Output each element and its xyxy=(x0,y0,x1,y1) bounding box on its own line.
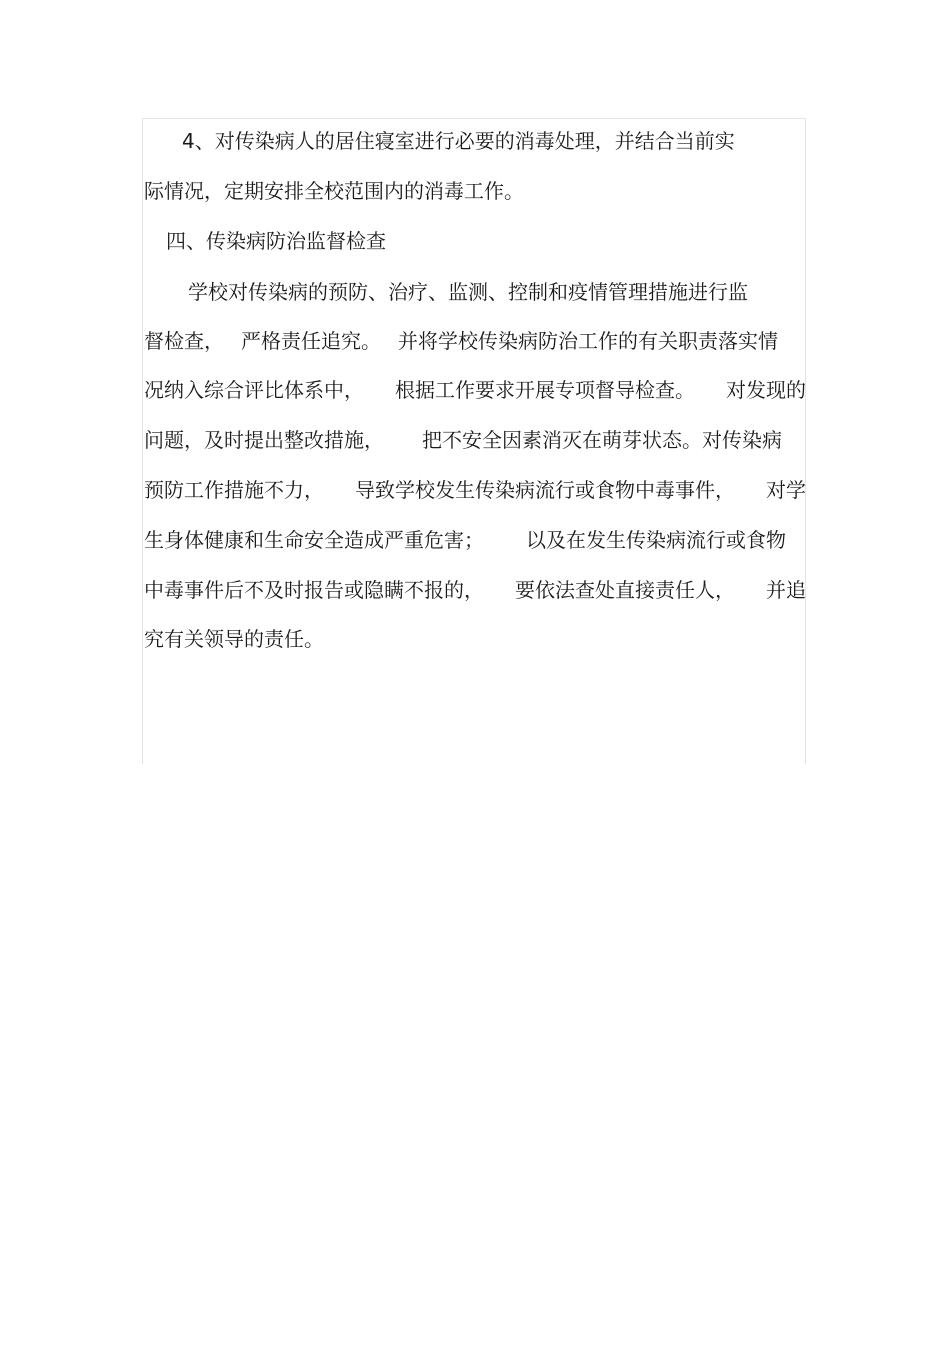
paragraph-line7 xyxy=(144,575,806,605)
paragraph-line8 xyxy=(144,624,806,654)
paragraph-line1 xyxy=(144,277,806,307)
heading-text: 四、传染病防治监督检查 xyxy=(166,229,386,253)
text-segment: 以及在发生传染病流行或食物 xyxy=(526,528,786,552)
text-segment: 要依法查处直接责任人， xyxy=(515,578,735,602)
text-segment: 把不安全因素消灭在萌芽状态。对传染病 xyxy=(422,428,782,452)
paragraph-line6 xyxy=(144,525,786,555)
paragraph-line3 xyxy=(144,375,806,405)
paragraph-line5 xyxy=(144,475,806,505)
text-segment: 督检查， xyxy=(144,329,224,353)
text-segment: 中毒事件后不及时报告或隐瞒不报的， xyxy=(144,578,484,602)
text-segment: 况纳入综合评比体系中， xyxy=(144,378,364,402)
paragraph-line2 xyxy=(144,326,778,356)
text-segment: 生身体健康和生命安全造成严重危害； xyxy=(144,528,484,552)
text-segment: 根据工作要求开展专项督导检查。 xyxy=(395,378,695,402)
text-segment: 问题，及时提出整改措施， xyxy=(144,428,384,452)
text-segment: 预防工作措施不力， xyxy=(144,478,324,502)
paragraph-line4 xyxy=(144,425,782,455)
item4-line2 xyxy=(144,176,806,206)
text-segment: 4、对传染病人的居住寝室进行必要的消毒处理，并结合当前实 xyxy=(182,129,735,153)
text-segment: 际情况，定期安排全校范围内的消毒工作。 xyxy=(144,179,524,203)
text-segment: 并将学校传染病防治工作的有关职责落实情 xyxy=(398,329,778,353)
text-segment: 学校对传染病的预防、治疗、监测、控制和疫情管理措施进行监 xyxy=(188,280,748,304)
text-segment: 导致学校发生传染病流行或食物中毒事件， xyxy=(355,478,735,502)
section4-heading xyxy=(144,226,806,256)
item4-line1 xyxy=(144,126,806,156)
text-segment: 严格责任追究。 xyxy=(241,329,381,353)
text-segment: 对发现的 xyxy=(726,378,806,402)
text-segment: 究有关领导的责任。 xyxy=(144,627,324,651)
text-segment: 并追 xyxy=(766,578,806,602)
text-segment: 对学 xyxy=(766,478,806,502)
